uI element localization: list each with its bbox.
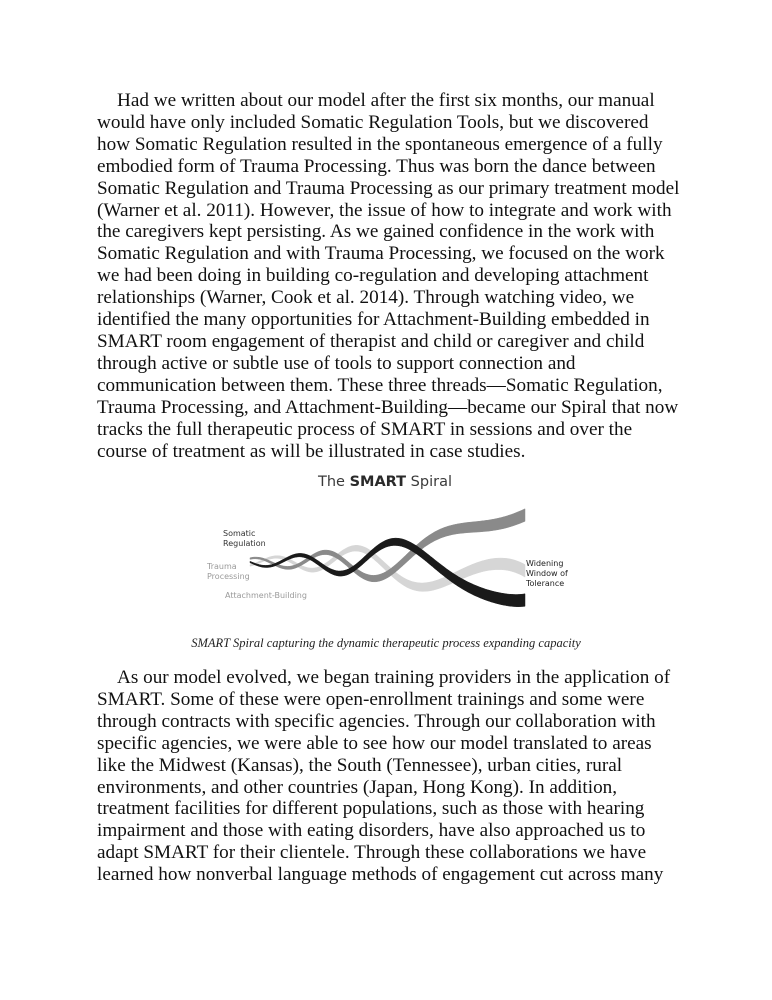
label-widening-window: Widening Window of Tolerance (526, 559, 568, 588)
spiral-graphic (195, 500, 575, 620)
text-line: communication between them. These three threads—Somatic Regulation, (97, 374, 663, 396)
text-line: Somatic Regulation and Trauma Processing as our primary treatment model (97, 177, 680, 199)
text-line: through contracts with specific agencies. Through our collaboration with (97, 710, 656, 732)
text-line: As our model evolved, we began training providers in the application of (117, 667, 671, 688)
text-line: Trauma Processing, and Attachment-Building—became our Spiral that now (97, 396, 679, 418)
figure-title-bold: SMART (349, 474, 407, 490)
text-line: identified the many opportunities for Attachment-Building embedded in (97, 309, 650, 331)
label-attachment-building: Attachment-Building (225, 591, 307, 600)
text-line: we had been doing in building co-regulation and developing attachment (97, 265, 649, 287)
text-line: Had we written about our model after the first six months, our manual (117, 90, 655, 111)
label-trauma-processing: Trauma Processing (207, 562, 250, 581)
text-line: adapt SMART for their clientele. Through these collaborations we have (97, 842, 647, 864)
figure-title-suffix: Spiral (406, 474, 452, 490)
smart-spiral-figure (195, 470, 575, 620)
text-line: embodied form of Trauma Processing. Thus was born the dance between (97, 155, 656, 177)
text-line: specific agencies, we were able to see how our model translated to areas (97, 732, 652, 754)
text-line: through active or subtle use of tools to support connection and (97, 352, 576, 374)
text-line: would have only included Somatic Regulation Tools, but we discovered (97, 111, 649, 133)
text-line: impairment and those with eating disorders, have also approached us to (97, 820, 646, 842)
text-line: SMART. Some of these were open-enrollment trainings and some were (97, 688, 645, 710)
text-line: the caregivers kept persisting. As we gained confidence in the work with (97, 221, 655, 243)
text-line: relationships (Warner, Cook et al. 2014). Through watching video, we (97, 287, 635, 309)
text-line: course of treatment as will be illustrated in case studies. (97, 440, 526, 462)
text-line: (Warner et al. 2011). However, the issue of how to integrate and work with (97, 199, 672, 221)
figure-caption: SMART Spiral capturing the dynamic therapeutic process expanding capacity (191, 636, 581, 650)
body-paragraph-1 (97, 90, 687, 462)
text-line: learned how nonverbal language methods of engagement cut across many (97, 864, 664, 886)
body-paragraph-2 (97, 667, 687, 886)
text-line: how Somatic Regulation resulted in the spontaneous emergence of a fully (97, 133, 663, 155)
figure-title-prefix: The (318, 474, 350, 490)
text-line: tracks the full therapeutic process of SMART in sessions and over the (97, 418, 633, 440)
label-somatic-regulation: Somatic Regulation (223, 529, 266, 548)
figure-title (195, 474, 575, 490)
text-line: SMART room engagement of therapist and child or caregiver and child (97, 330, 645, 352)
text-line: like the Midwest (Kansas), the South (Tennessee), urban cities, rural (97, 754, 623, 776)
text-line: environments, and other countries (Japan, Hong Kong). In addition, (97, 776, 618, 798)
text-line: Somatic Regulation and with Trauma Processing, we focused on the work (97, 243, 665, 265)
text-line: treatment facilities for different populations, such as those with hearing (97, 798, 645, 820)
